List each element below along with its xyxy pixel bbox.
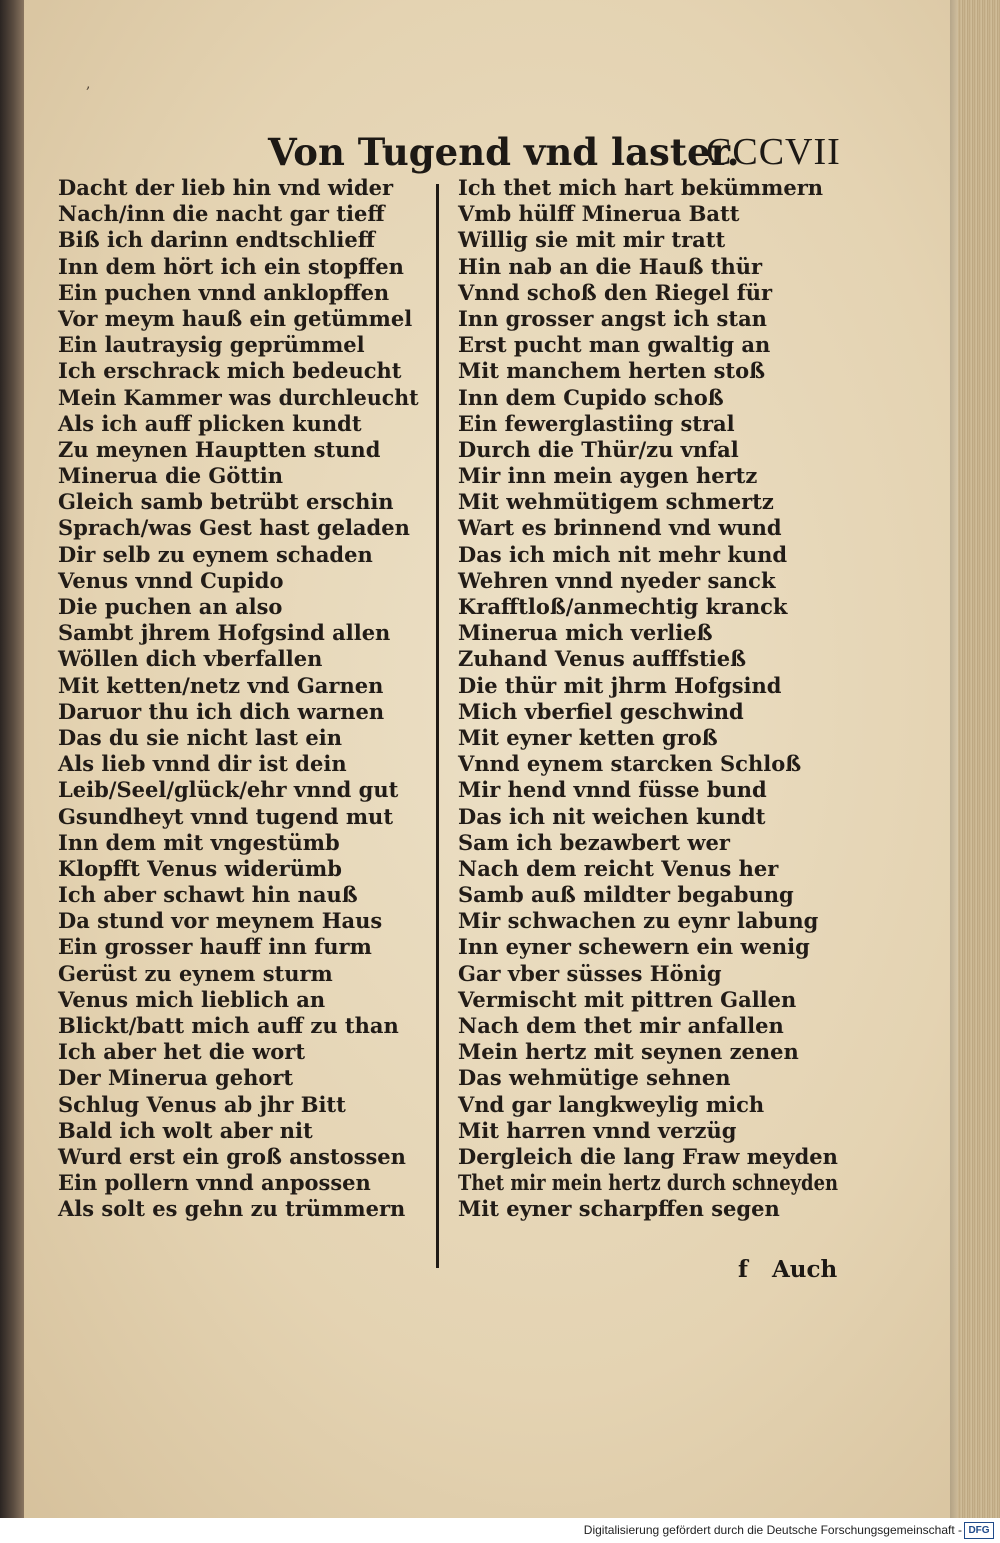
verse-line: Inn eyner schewern ein wenig: [458, 934, 810, 960]
verse-line: Venus mich lieblich an: [58, 986, 326, 1012]
verse-line: Als lieb vnnd dir ist dein: [58, 751, 347, 777]
verse-line: Vnnd eynem starcken Schloß: [458, 751, 802, 777]
verse-line: Inn dem hört ich ein stopffen: [58, 253, 404, 279]
footer-bar: [0, 1518, 1000, 1543]
verse-line: Das du sie nicht last ein: [58, 724, 343, 750]
verse-line: Wart es brinnend vnd wund: [458, 515, 782, 541]
verse-line: Vnnd schoß den Riegel für: [458, 279, 773, 305]
verse-line: Ein fewerglastiing stral: [458, 410, 735, 436]
funding-credit: Digitalisierung gefördert durch die Deutsche Forschungsgemeinschaft -: [583, 1523, 962, 1537]
verse-line: Die thür mit jhrm Hofgsind: [458, 672, 782, 698]
verse-line: Vor meym hauß ein getümmel: [58, 305, 413, 331]
verse-line: Mir hend vnnd füsse bund: [458, 777, 767, 803]
verse-line: Inn dem mit vngestümb: [58, 829, 340, 855]
dfg-logo: DFG: [964, 1522, 994, 1539]
ink-mark: ,: [86, 76, 91, 92]
verse-line: Klopfft Venus widerümb: [58, 855, 342, 881]
verse-line: Nach dem thet mir anfallen: [458, 1013, 784, 1038]
verse-line: Das wehmütige sehnen: [458, 1065, 731, 1091]
verse-line: Ein lautraysig geprümmel: [58, 332, 365, 358]
verse-line: Blickt/batt mich auff zu than: [58, 1013, 399, 1038]
verse-line: Minerua die Göttin: [58, 463, 284, 489]
verse-line: Das ich mich nit mehr kund: [458, 541, 788, 567]
left-column: [58, 175, 418, 1223]
verse-line: Als ich auff plicken kundt: [58, 410, 362, 436]
verse-line: Samb auß mildter begabung: [458, 882, 794, 908]
verse-line: Ich aber het die wort: [58, 1039, 306, 1065]
verse-line: Die puchen an also: [58, 594, 283, 619]
verse-line: Dergleich die lang Fraw meyden: [458, 1143, 838, 1169]
verse-line: Mich vberfiel geschwind: [458, 698, 744, 724]
verse-line: Daruor thu ich dich warnen: [58, 698, 385, 724]
verse-line: Ein puchen vnnd anklopffen: [58, 279, 390, 305]
verse-line: Mir schwachen zu eynr labung: [458, 908, 819, 934]
binding-edge: [0, 0, 24, 1518]
page-fore-edge: [958, 0, 1000, 1518]
verse-line: Sprach/was Gest hast geladen: [58, 515, 410, 541]
verse-line: Krafftloß/anmechtig kranck: [458, 594, 788, 619]
column-rule: [436, 184, 439, 1268]
verse-line: Ich aber schawt hin nauß: [58, 882, 358, 908]
verse-line: Als solt es gehn zu trümmern: [58, 1196, 406, 1222]
verse-line: Bald ich wolt aber nit: [58, 1117, 313, 1143]
verse-line: Gar vber süsses Hönig: [458, 960, 722, 986]
verse-line: Nach dem reicht Venus her: [458, 855, 779, 881]
verse-line: Gleich samb betrübt erschin: [58, 489, 394, 515]
verse-line: Schlug Venus ab jhr Bitt: [58, 1091, 346, 1117]
verse-line: Venus vnnd Cupido: [58, 567, 284, 593]
verse-line: Vmb hülff Minerua Batt: [458, 201, 740, 227]
verse-line: Mein hertz mit seynen zenen: [458, 1039, 799, 1065]
verse-line: Das ich nit weichen kundt: [458, 803, 766, 829]
verse-line: Durch die Thür/zu vnfal: [458, 436, 739, 462]
verse-line: Mit manchem herten stoß: [458, 358, 766, 384]
signature-mark: f: [738, 1256, 748, 1283]
verse-line: Inn grosser angst ich stan: [458, 305, 767, 331]
verse-line: Gerüst zu eynem sturm: [58, 960, 333, 986]
verse-line: Thet mir mein hertz durch schneyden: [458, 1170, 839, 1196]
verse-line: Dacht der lieb hin vnd wider: [58, 175, 394, 200]
verse-line: Sambt jhrem Hofgsind allen: [58, 620, 391, 646]
verse-line: Willig sie mit mir tratt: [458, 227, 726, 253]
verse-line: Mit wehmütigem schmertz: [458, 489, 774, 515]
verse-line: Der Minerua gehort: [58, 1065, 294, 1091]
verse-line: Wurd erst ein groß anstossen: [58, 1143, 406, 1169]
catchword: Auch: [771, 1256, 838, 1283]
verse-line: Hin nab an die Hauß thür: [458, 253, 763, 279]
right-column: [458, 175, 838, 1223]
verse-line: Wehren vnnd nyeder sanck: [458, 567, 776, 593]
verse-line: Mit ketten/netz vnd Garnen: [58, 672, 384, 698]
verse-line: Minerua mich verließ: [458, 620, 713, 646]
verse-line: Ein pollern vnnd anpossen: [58, 1170, 371, 1196]
verse-line: Dir selb zu eynem schaden: [58, 541, 373, 567]
verse-line: Sam ich bezawbert wer: [458, 829, 730, 855]
verse-line: Vnd gar langkweylig mich: [458, 1091, 765, 1117]
verse-line: Mit eyner ketten groß: [458, 724, 718, 750]
verse-line: Inn dem Cupido schoß: [458, 384, 724, 410]
verse-line: Da stund vor meynem Haus: [58, 908, 383, 934]
verse-line: Vermischt mit pittren Gallen: [458, 986, 797, 1012]
verse-line: Mit eyner scharpffen segen: [458, 1196, 780, 1222]
verse-line: Nach/inn die nacht gar tieff: [58, 201, 385, 227]
verse-line: Mit harren vnnd verzüg: [458, 1117, 737, 1143]
running-title: Von Tugend vnd laster.: [268, 130, 740, 174]
verse-line: Wöllen dich vberfallen: [58, 646, 323, 672]
verse-line: Ich erschrack mich bedeucht: [58, 358, 402, 384]
verse-line: Leib/Seel/glück/ehr vnnd gut: [58, 777, 399, 803]
verse-line: Ich thet mich hart bekümmern: [458, 175, 824, 200]
signature-and-catchword: [738, 1256, 837, 1283]
verse-line: Mein Kammer was durchleucht: [58, 384, 419, 410]
verse-line: Zuhand Venus aufffstieß: [458, 646, 747, 672]
verse-line: Erst pucht man gwaltig an: [458, 332, 771, 358]
verse-line: Mir inn mein aygen hertz: [458, 463, 758, 489]
folio-number: CCCVII: [706, 131, 841, 173]
verse-line: Biß ich darinn endtschlieff: [58, 227, 375, 253]
verse-line: Gsundheyt vnnd tugend mut: [58, 803, 394, 829]
verse-line: Zu meynen Hauptten stund: [58, 436, 381, 462]
verse-line: Ein grosser hauff inn furm: [58, 934, 372, 960]
